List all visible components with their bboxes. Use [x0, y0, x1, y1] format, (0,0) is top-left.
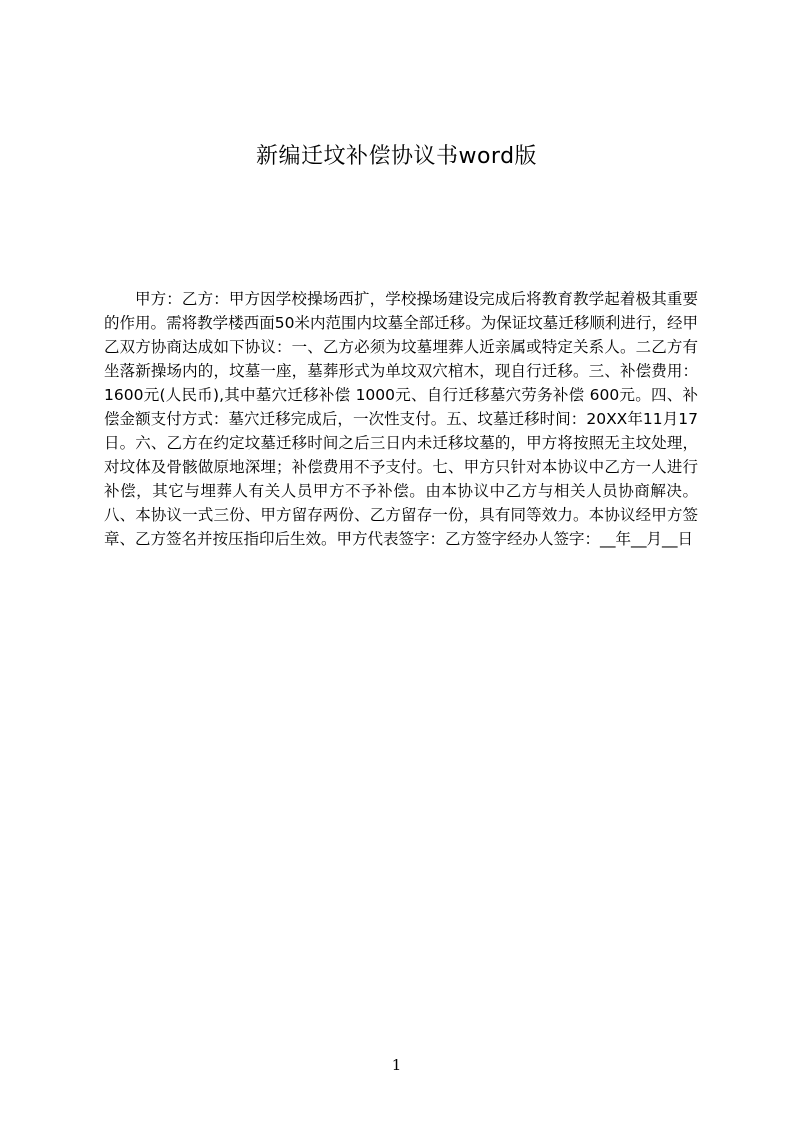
page-number: 1 — [391, 1056, 402, 1074]
document-title: 新编迁坟补偿协议书word版 — [255, 144, 538, 169]
agreement-body-text: 甲方：乙方：甲方因学校操场西扩，学校操场建设完成后将教育教学起着极其重要的作用。需将教学楼西面50米内范围内坟墓全部迁移。为保证坟墓迁移顺利进行，经甲乙双方协商达成如下协议：一、乙方必须为坟墓埋葬人近亲属或特定关系人。二乙方有坐落新操场内的，坟墓一座，墓葬形式为单坟双穴棺木，现自行迁移。三、补偿费用：1600元(人民币),其中墓穴迁移补偿 1000元、自行迁移墓穴劳务补偿 600元。四、补偿金额支付方式：墓穴迁移完成后，一次性支付。五、坟墓迁移时间：20XX年11月17日。六、乙方在约定坟墓迁移时间之后三日内未迁移坟墓的，甲方将按照无主坟处理，对坟体及骨骸做原地深埋；补偿费用不予支付。七、甲方只针对本协议中乙方一人进行补偿，其它与埋葬人有关人员甲方不予补偿。由本协议中乙方与相关人员协商解决。八、本协议一式三份、甲方留存两份、乙方留存一份，具有同等效力。本协议经甲方签章、乙方签名并按压指印后生效。甲方代表签字：乙方签字经办人签字：__年__月__日 — [104, 290, 698, 548]
